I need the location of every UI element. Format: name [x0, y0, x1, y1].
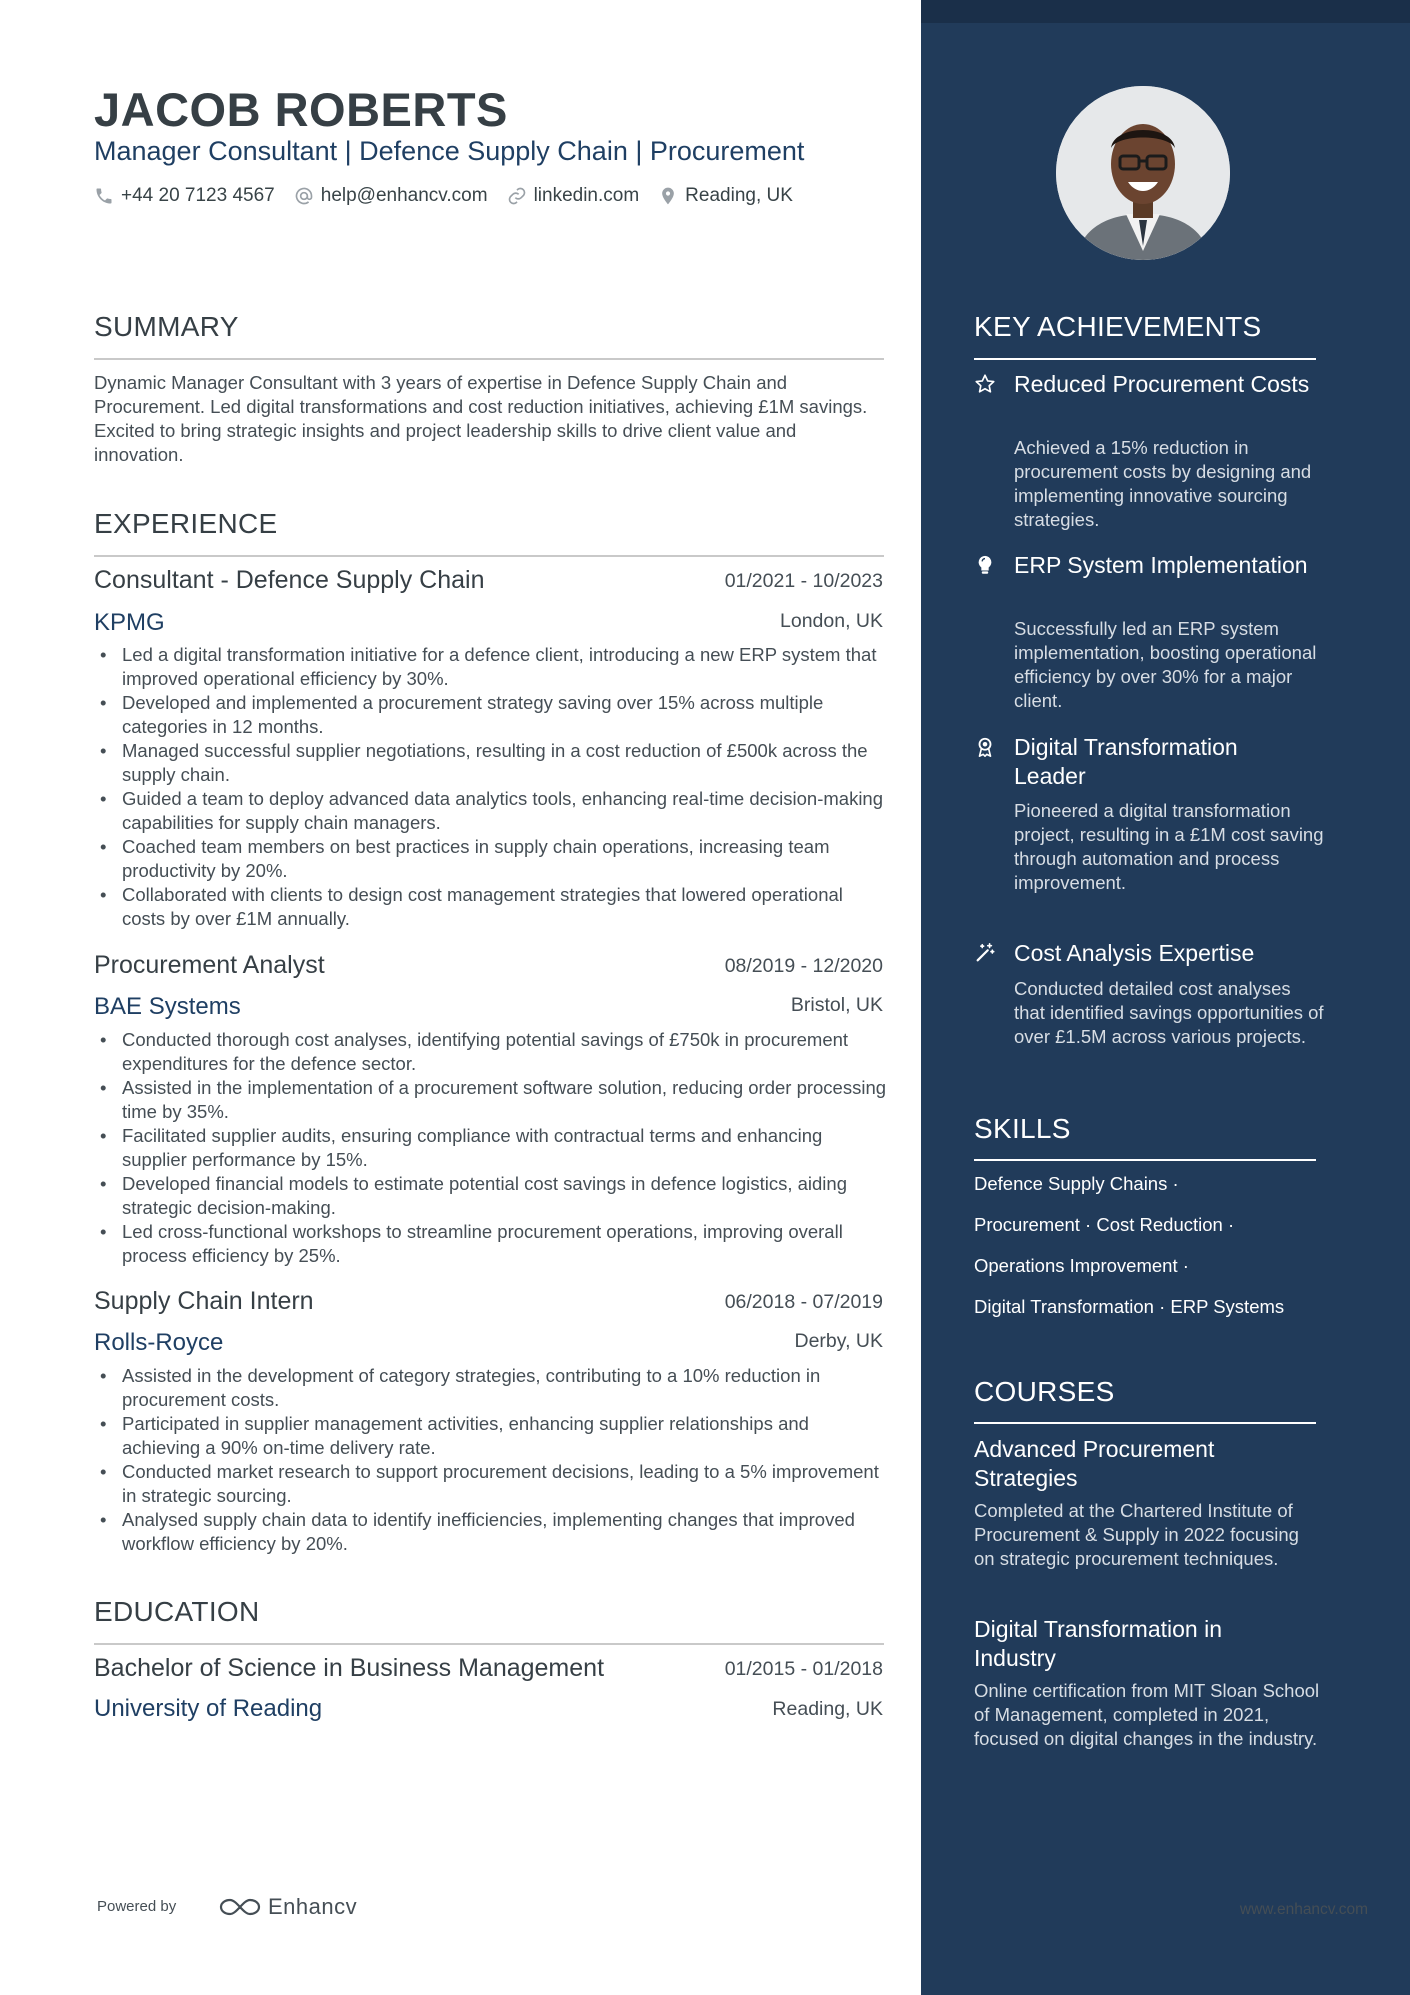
- course-description: Online certification from MIT Sloan School of Management, completed in 2021, focused on digital changes in the industry.: [974, 1680, 1320, 1749]
- job-bullets: [122, 1364, 890, 1556]
- contact-linkedin-text: linkedin.com: [533, 185, 640, 206]
- courses-heading: COURSES: [974, 1376, 1115, 1407]
- location-pin-icon: [658, 186, 678, 206]
- job-dates: 06/2018 - 07/2019: [724, 1291, 883, 1313]
- achievement-title: Reduced Procurement Costs: [1014, 371, 1310, 397]
- course-title: Digital Transformation in Industry: [974, 1616, 1222, 1671]
- profile-photo: [1056, 86, 1230, 260]
- job-title: Procurement Analyst: [94, 951, 325, 979]
- list-item: • Facilitated supplier audits, ensuring compliance with contractual terms and enhancing supplier performance by 15%.: [122, 1124, 890, 1172]
- skill-line: Defence Supply Chains ·: [974, 1173, 1179, 1194]
- skill-line: Procurement · Cost Reduction ·: [974, 1214, 1235, 1235]
- footer-logo[interactable]: [216, 1894, 357, 1920]
- summary-text: Dynamic Manager Consultant with 3 years of expertise in Defence Supply Chain and Procurement. Led digital transformations and cost reduction initiatives, achieving £1M savings. Excited to bring strategic insights and project leadership skills to drive client value and innovation.: [94, 372, 868, 465]
- footer-website[interactable]: www.enhancv.com: [1239, 1901, 1368, 1918]
- education-dates: 01/2015 - 01/2018: [724, 1658, 883, 1680]
- list-item: • Managed successful supplier negotiations, resulting in a cost reduction of £500k across the supply chain.: [122, 739, 890, 787]
- job-company: Rolls-Royce: [94, 1329, 224, 1356]
- education-degree: Bachelor of Science in Business Management: [94, 1654, 605, 1682]
- list-item: • Assisted in the implementation of a procurement software solution, reducing order processing time by 35%.: [122, 1076, 890, 1124]
- portrait-image: [1056, 86, 1230, 260]
- experience-divider: [94, 555, 884, 557]
- contact-bar: [94, 185, 812, 207]
- enhancv-logo-icon: [216, 1894, 264, 1920]
- skills-heading: SKILLS: [974, 1113, 1071, 1144]
- contact-email-text: help@enhancv.com: [320, 185, 488, 206]
- at-icon: [294, 186, 314, 206]
- job-dates: 01/2021 - 10/2023: [724, 570, 883, 592]
- list-item: • Collaborated with clients to design cost management strategies that lowered operational costs by over £1M annually.: [122, 883, 890, 931]
- list-item: • Led cross-functional workshops to streamline procurement operations, improving overall process efficiency by 25%.: [122, 1220, 890, 1268]
- list-item: • Developed financial models to estimate potential cost savings in defence logistics, aiding strategic decision-making.: [122, 1172, 890, 1220]
- job-title: Supply Chain Intern: [94, 1287, 314, 1315]
- job-location: London, UK: [780, 610, 883, 632]
- job-company: KPMG: [94, 609, 165, 636]
- contact-email[interactable]: [294, 185, 488, 207]
- job-location: Derby, UK: [794, 1330, 883, 1352]
- education-heading: EDUCATION: [94, 1596, 260, 1627]
- sidebar-top-bar: [921, 0, 1410, 23]
- achievement-description: Pioneered a digital transformation project, resulting in a £1M cost saving through automation and process improvement.: [1014, 800, 1324, 893]
- summary-heading: SUMMARY: [94, 311, 239, 342]
- contact-linkedin[interactable]: [507, 185, 640, 207]
- list-item: • Assisted in the development of category strategies, contributing to a 10% reduction in procurement costs.: [122, 1364, 890, 1412]
- achievement-description: Achieved a 15% reduction in procurement costs by designing and implementing innovative sourcing strategies.: [1014, 437, 1312, 530]
- list-item: • Conducted market research to support procurement decisions, leading to a 5% improvement in strategic sourcing.: [122, 1460, 890, 1508]
- job-company: BAE Systems: [94, 993, 241, 1020]
- achievement-description: Conducted detailed cost analyses that identified savings opportunities of over £1.5M across various projects.: [1014, 978, 1324, 1047]
- job-bullets: [122, 643, 890, 931]
- achievement-description: Successfully led an ERP system implementation, boosting operational efficiency by over 30% for a major client.: [1014, 618, 1317, 711]
- list-item: • Guided a team to deploy advanced data analytics tools, enhancing real-time decision-making capabilities for supply chain managers.: [122, 787, 890, 835]
- job-location: Bristol, UK: [790, 994, 883, 1016]
- summary-divider: [94, 358, 884, 360]
- achievement-title: ERP System Implementation: [1014, 552, 1308, 578]
- contact-location-text: Reading, UK: [685, 185, 793, 206]
- education-location: Reading, UK: [772, 1698, 883, 1720]
- education-divider: [94, 1643, 884, 1645]
- job-dates: 08/2019 - 12/2020: [724, 955, 883, 977]
- courses-divider: [974, 1422, 1316, 1424]
- achievement-title: Cost Analysis Expertise: [1014, 940, 1255, 966]
- award-ribbon-icon: [974, 736, 996, 758]
- skills-divider: [974, 1159, 1316, 1161]
- achievement-title: Digital Transformation Leader: [1014, 734, 1238, 789]
- experience-heading: EXPERIENCE: [94, 508, 278, 539]
- job-bullets: [122, 1028, 890, 1268]
- star-icon: [974, 373, 996, 395]
- footer-powered-by: Powered by: [97, 1898, 177, 1915]
- link-icon: [507, 186, 527, 206]
- phone-icon: [94, 186, 114, 206]
- footer-brand: Enhancv: [268, 1894, 358, 1919]
- contact-phone-text: +44 20 7123 4567: [121, 185, 275, 206]
- list-item: • Coached team members on best practices in supply chain operations, increasing team productivity by 20%.: [122, 835, 890, 883]
- course-description: Completed at the Chartered Institute of Procurement & Supply in 2022 focusing on strategic procurement techniques.: [974, 1500, 1299, 1569]
- candidate-headline: Manager Consultant | Defence Supply Chain | Procurement: [94, 136, 805, 166]
- course-title: Advanced Procurement Strategies: [974, 1436, 1215, 1491]
- magic-wand-icon: [974, 942, 996, 964]
- contact-location: [658, 185, 793, 207]
- list-item: • Led a digital transformation initiative for a defence client, introducing a new ERP system that improved operational efficiency by 30%.: [122, 643, 890, 691]
- contact-phone[interactable]: [94, 185, 275, 207]
- candidate-name: JACOB ROBERTS: [94, 83, 508, 136]
- education-school: University of Reading: [94, 1695, 323, 1722]
- achievements-divider: [974, 358, 1316, 360]
- list-item: • Participated in supplier management activities, enhancing supplier relationships and achieving a 90% on-time delivery rate.: [122, 1412, 890, 1460]
- lightbulb-icon: [974, 554, 996, 576]
- list-item: • Developed and implemented a procurement strategy saving over 15% across multiple categories in 12 months.: [122, 691, 890, 739]
- job-title: Consultant - Defence Supply Chain: [94, 566, 485, 594]
- list-item: • Analysed supply chain data to identify inefficiencies, implementing changes that improved workflow efficiency by 20%.: [122, 1508, 890, 1556]
- list-item: • Conducted thorough cost analyses, identifying potential savings of £750k in procurement expenditures for the defence sector.: [122, 1028, 890, 1076]
- skill-line: Operations Improvement ·: [974, 1255, 1189, 1276]
- skill-line: Digital Transformation · ERP Systems: [974, 1296, 1285, 1317]
- achievements-heading: KEY ACHIEVEMENTS: [974, 311, 1262, 342]
